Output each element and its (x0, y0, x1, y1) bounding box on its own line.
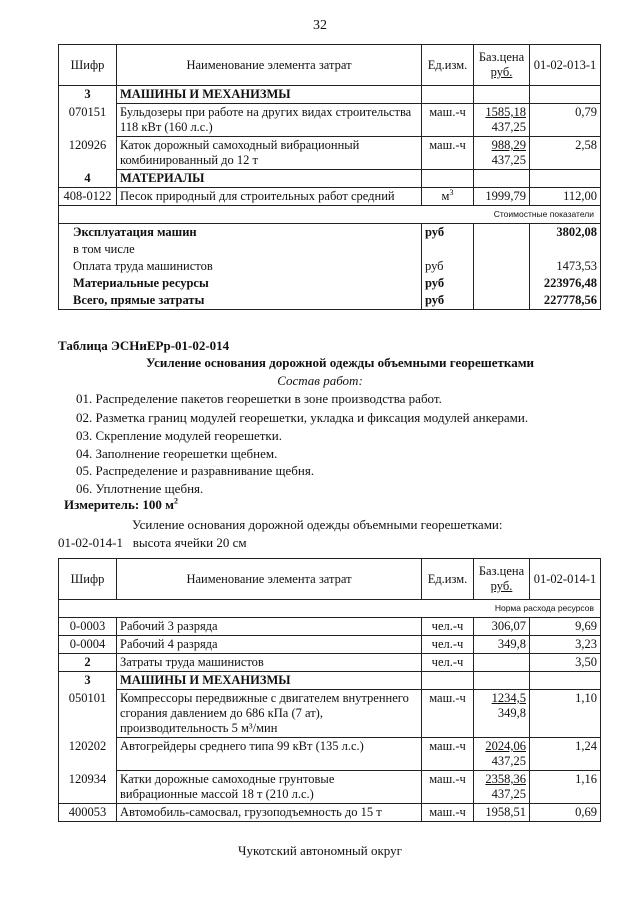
section-number: 4 (59, 170, 117, 188)
table-row (59, 137, 601, 170)
meter-superscript: 2 (174, 496, 179, 506)
summary-value: 1473,53 (530, 258, 601, 275)
row-name: Рабочий 3 разряда (117, 618, 422, 636)
table-row (59, 771, 601, 804)
summary-unit: руб (422, 275, 474, 292)
section-row (59, 672, 601, 690)
section-title: МАШИНЫ И МЕХАНИЗМЫ (117, 672, 422, 690)
row-name (117, 690, 422, 738)
work-item: 05. Распределение и разравнивание щебня. (76, 463, 315, 478)
row-price-line2: 437,25 (491, 153, 526, 167)
table-row (59, 804, 601, 822)
intro-text: Усиление основания дорожной одежды объемными георешетками: (132, 517, 503, 532)
row-value: 0,69 (530, 804, 601, 822)
row-name (117, 137, 422, 170)
row-code: 050101 (59, 690, 117, 738)
meter-text: Измеритель: 100 м (64, 497, 175, 512)
header-name: Наименование элемента затрат (117, 559, 422, 600)
summary-label: Материальные ресурсы (59, 275, 422, 292)
table-header-row (59, 559, 601, 600)
row-name-line2: 118 кВт (160 л.с.) (120, 120, 213, 134)
header-name: Наименование элемента затрат (117, 45, 422, 86)
section-title: Таблица ЭСНиЕРр-01-02-014 (58, 338, 230, 353)
row-code: 0-0004 (59, 636, 117, 654)
row-value: 0,79 (530, 104, 601, 137)
summary-header: Стоимостные показатели (59, 206, 601, 224)
work-item: 06. Уплотнение щебня. (76, 481, 204, 496)
row-price: 1999,79 (474, 188, 530, 206)
summary-row (59, 258, 601, 275)
header-price-line1: Баз.цена (478, 564, 525, 578)
resource-table-2 (58, 558, 601, 822)
table-row (59, 104, 601, 137)
row-value: 3,23 (530, 636, 601, 654)
header-shifr: Шифр (59, 559, 117, 600)
row-price-line2: 437,25 (491, 754, 526, 768)
summary-unit: руб (422, 292, 474, 310)
row-name-line3: производительность 5 м³/мин (120, 721, 278, 735)
meter-label (64, 497, 178, 513)
summary-unit: руб (422, 258, 474, 275)
work-item: 02. Разметка границ модулей георешетки, укладка и фиксация модулей анкерами. (76, 410, 529, 425)
row-price-line2: 349,8 (497, 706, 526, 720)
header-unit: Ед.изм. (422, 559, 474, 600)
section-number: 3 (59, 86, 117, 104)
row-name-line1: Каток дорожный самоходный вибрационный (120, 138, 360, 152)
row-value: 112,00 (530, 188, 601, 206)
summary-label: в том числе (59, 241, 422, 258)
header-price (474, 45, 530, 86)
row-price-line1: 1234,5 (491, 691, 526, 705)
row-name-line2: сгорания давлением до 686 кПа (7 ат), (120, 706, 323, 720)
row-price: 349,8 (474, 636, 530, 654)
summary-row (59, 224, 601, 242)
row-code: 120934 (59, 771, 117, 804)
section-subtitle: Усиление основания дорожной одежды объемными георешетками (145, 355, 535, 370)
footer-region: Чукотский автономный округ (238, 843, 402, 858)
row-unit: маш.-ч (422, 738, 474, 771)
table-row (59, 188, 601, 206)
header-shifr: Шифр (59, 45, 117, 86)
header-price-line1: Баз.цена (478, 50, 525, 64)
table-header-row (59, 45, 601, 86)
table-row (59, 636, 601, 654)
row-value: 1,10 (530, 690, 601, 738)
section-title: Затраты труда машинистов (117, 654, 422, 672)
page-number: 32 (313, 18, 327, 33)
row-code: 0-0003 (59, 618, 117, 636)
summary-label: Всего, прямые затраты (59, 292, 422, 310)
row-unit: маш.-ч (422, 771, 474, 804)
row-price-line1: 2358,36 (485, 772, 526, 786)
row-unit: маш.-ч (422, 137, 474, 170)
row-unit: чел.-ч (422, 636, 474, 654)
summary-row (59, 275, 601, 292)
summary-value: 227778,56 (530, 292, 601, 310)
row-unit: маш.-ч (422, 690, 474, 738)
summary-value: 3802,08 (530, 224, 601, 242)
work-item: 03. Скрепление модулей георешетки. (76, 428, 282, 443)
summary-row (59, 241, 601, 258)
row-price-line1: 1585,18 (485, 105, 526, 119)
norm-header-row (59, 600, 601, 618)
row-code: 408-0122 (59, 188, 117, 206)
norm-header: Норма расхода ресурсов (59, 600, 601, 618)
summary-unit: руб (422, 224, 474, 242)
summary-label: Эксплуатация машин (59, 224, 422, 242)
row-name-line2: комбинированный до 12 т (120, 153, 258, 167)
composition-label: Состав работ: (277, 373, 363, 388)
row-unit: чел.-ч (422, 618, 474, 636)
section-row (59, 170, 601, 188)
summary-label: Оплата труда машинистов (59, 258, 422, 275)
row-price (474, 738, 530, 771)
row-name-line1: Компрессоры передвижные с двигателем внутреннего (120, 691, 409, 705)
work-item: 01. Распределение пакетов георешетки в зоне производства работ. (76, 391, 442, 406)
code-line: 01-02-014-1 высота ячейки 20 см (58, 535, 247, 550)
row-price-line2: 437,25 (491, 787, 526, 801)
work-item: 04. Заполнение георешетки щебнем. (76, 446, 278, 461)
row-name: Песок природный для строительных работ средний (117, 188, 422, 206)
section-number: 3 (59, 672, 117, 690)
row-value: 1,24 (530, 738, 601, 771)
header-code: 01-02-014-1 (530, 559, 601, 600)
summary-value: 223976,48 (530, 275, 601, 292)
section-title: МАТЕРИАЛЫ (117, 170, 422, 188)
row-price-line2: 437,25 (491, 120, 526, 134)
row-name (117, 104, 422, 137)
table-row (59, 738, 601, 771)
summary-header-row (59, 206, 601, 224)
row-name-line2: вибрационные массой 18 т (210 л.с.) (120, 787, 314, 801)
row-value: 1,16 (530, 771, 601, 804)
row-code: 400053 (59, 804, 117, 822)
unit-base: м (441, 189, 450, 203)
row-price (474, 690, 530, 738)
header-code: 01-02-013-1 (530, 45, 601, 86)
section-row (59, 86, 601, 104)
row-code: 070151 (59, 104, 117, 137)
row-name (117, 771, 422, 804)
row-name: Автогрейдеры среднего типа 99 кВт (135 л.с.) (117, 738, 422, 771)
row-value: 2,58 (530, 137, 601, 170)
row-name: Автомобиль-самосвал, грузоподъемность до 15 т (117, 804, 422, 822)
section-unit: чел.-ч (422, 654, 474, 672)
table-row (59, 690, 601, 738)
section-value: 3,50 (530, 654, 601, 672)
row-price: 1958,51 (474, 804, 530, 822)
section-title: МАШИНЫ И МЕХАНИЗМЫ (117, 86, 422, 104)
resource-table-1 (58, 44, 601, 310)
row-value: 9,69 (530, 618, 601, 636)
row-price-line1: 988,29 (491, 138, 526, 152)
row-code: 120926 (59, 137, 117, 170)
unit-superscript: 3 (449, 187, 454, 197)
header-unit: Ед.изм. (422, 45, 474, 86)
section-row (59, 654, 601, 672)
row-price (474, 104, 530, 137)
row-name-line1: Катки дорожные самоходные грунтовые (120, 772, 335, 786)
row-name: Рабочий 4 разряда (117, 636, 422, 654)
row-name-line1: Бульдозеры при работе на других видах строительства (120, 105, 412, 119)
row-price (474, 137, 530, 170)
row-price (474, 771, 530, 804)
row-unit (422, 188, 474, 206)
row-unit: маш.-ч (422, 804, 474, 822)
row-price: 306,07 (474, 618, 530, 636)
table-row (59, 618, 601, 636)
header-price-line2: руб. (490, 579, 513, 593)
summary-row (59, 292, 601, 310)
header-price-line2: руб. (490, 65, 513, 79)
row-code: 120202 (59, 738, 117, 771)
row-price-line1: 2024,06 (485, 739, 526, 753)
row-unit: маш.-ч (422, 104, 474, 137)
header-price (474, 559, 530, 600)
section-number: 2 (59, 654, 117, 672)
